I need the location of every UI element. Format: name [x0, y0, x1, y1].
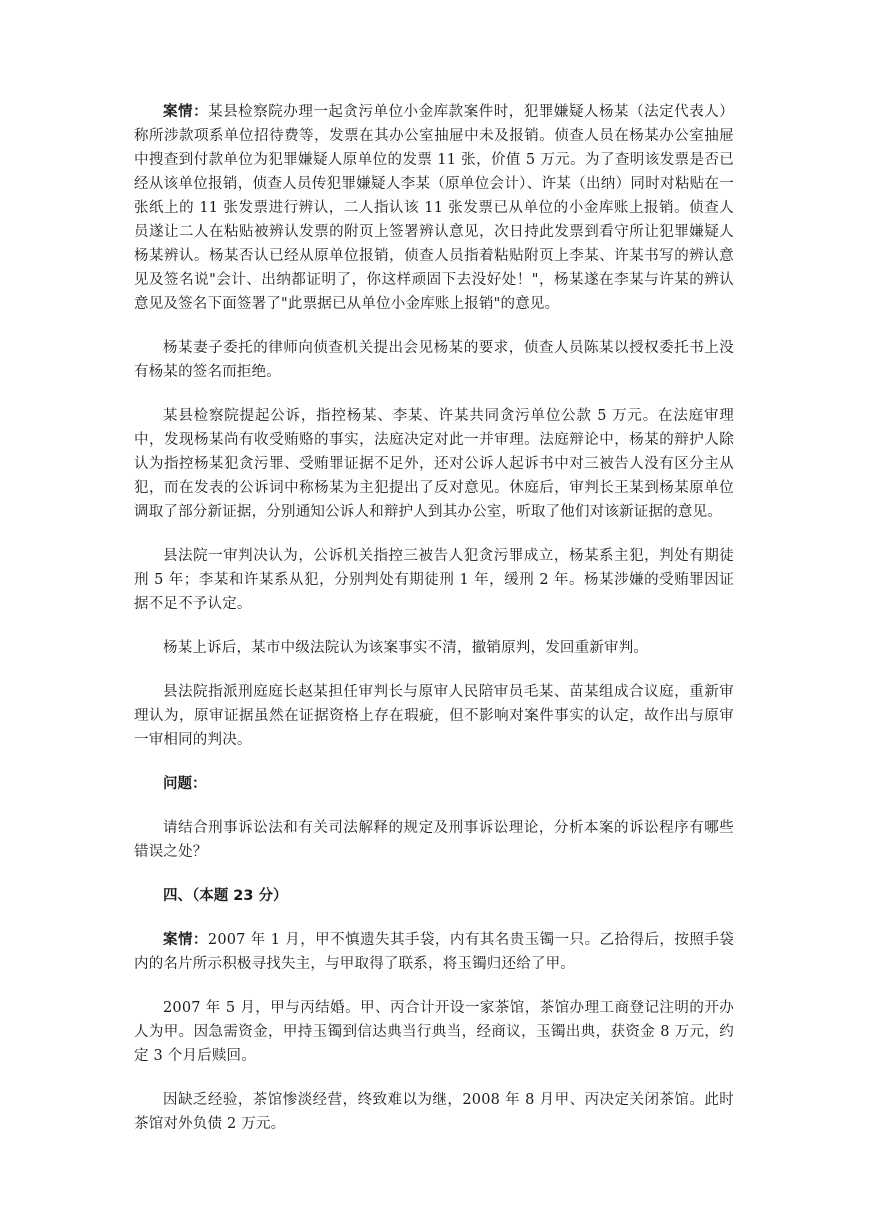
section-four-case-label: 案情：	[163, 932, 208, 948]
case-facts-paragraph-4: 县法院一审判决认为，公诉机关指控三被告人犯贪污罪成立，杨某系主犯，判处有期徒刑 5 年；李某和许某系从犯，分别判处有期徒刑 1 年，缓刑 2 年。杨某涉嫌的受贿罪因证据不足不予认定。	[134, 548, 734, 612]
section-four-heading: 四、（本题 23 分）	[163, 888, 288, 904]
question-label: 问题：	[163, 776, 207, 792]
document-body	[134, 100, 734, 1156]
question-text: 请结合刑事诉讼法和有关司法解释的规定及刑事诉讼理论，分析本案的诉讼程序有哪些错误之处？	[134, 820, 734, 860]
section-four-paragraph-3: 因缺乏经验，茶馆惨淡经营，终致难以为继，2008 年 8 月甲、丙决定关闭茶馆。此时茶馆对外负债 2 万元。	[134, 1092, 734, 1132]
case-facts-paragraph-2: 杨某妻子委托的律师向侦查机关提出会见杨某的要求，侦查人员陈某以授权委托书上没有杨某的签名而拒绝。	[134, 340, 734, 380]
case-facts-paragraph-6: 县法院指派刑庭庭长赵某担任审判长与原审人民陪审员毛某、苗某组成合议庭，重新审理认为，原审证据虽然在证据资格上存在瑕疵，但不影响对案件事实的认定，故作出与原审一审相同的判决。	[134, 684, 734, 748]
case-facts-paragraph-1	[134, 100, 734, 316]
case-facts-paragraph-5: 杨某上诉后，某市中级法院认为该案事实不清，撤销原判，发回重新审判。	[163, 640, 649, 656]
case-facts-text-1: 某县检察院办理一起贪污单位小金库款案件时，犯罪嫌疑人杨某（法定代表人）称所涉款项系单位招待费等，发票在其办公室抽屉中未及报销。侦查人员在杨某办公室抽屉中搜查到付款单位为犯罪嫌疑人原单位的发票 11 张，价值 5 万元。为了查明该发票是否已经从该单位报销，侦查人员传犯罪嫌疑人李某（原单位会计）、许某（出纳）同时对粘贴在一张纸上的 11 张发票进行辨认，二人指认该 11 张发票已从单位的小金库账上报销。侦查人员遂让二人在粘贴被辨认发票的附页上签署辨认意见，次日持此发票到看守所让犯罪嫌疑人杨某辨认。杨某否认已经从原单位报销，侦查人员指着粘贴附页上李某、许某书写的辨认意见及签名说"会计、出纳都证明了，你这样顽固下去没好处！"，杨某遂在李某与许某的辨认意见及签名下面签署了"此票据已从单位小金库账上报销"的意见。	[134, 104, 734, 312]
section-four-text-1: 2007 年 1 月，甲不慎遗失其手袋，内有其名贵玉镯一只。乙拾得后，按照手袋内的名片所示积极寻找失主，与甲取得了联系，将玉镯归还给了甲。	[134, 932, 734, 972]
case-facts-label: 案情：	[163, 104, 209, 120]
section-four-paragraph-1	[134, 928, 734, 976]
case-facts-paragraph-3: 某县检察院提起公诉，指控杨某、李某、许某共同贪污单位公款 5 万元。在法庭审理中，发现杨某尚有收受贿赂的事实，法庭决定对此一并审理。法庭辩论中，杨某的辩护人除认为指控杨某犯贪污罪、受贿罪证据不足外，还对公诉人起诉书中对三被告人没有区分主从犯，而在发表的公诉词中称杨某为主犯提出了反对意见。休庭后，审判长王某到杨某原单位调取了部分新证据，分别通知公诉人和辩护人到其办公室，听取了他们对该新证据的意见。	[134, 408, 734, 520]
section-four-paragraph-2: 2007 年 5 月，甲与丙结婚。甲、丙合计开设一家茶馆，茶馆办理工商登记注明的开办人为甲。因急需资金，甲持玉镯到信达典当行典当，经商议，玉镯出典，获资金 8 万元，约定 3 个月后赎回。	[134, 1000, 734, 1064]
